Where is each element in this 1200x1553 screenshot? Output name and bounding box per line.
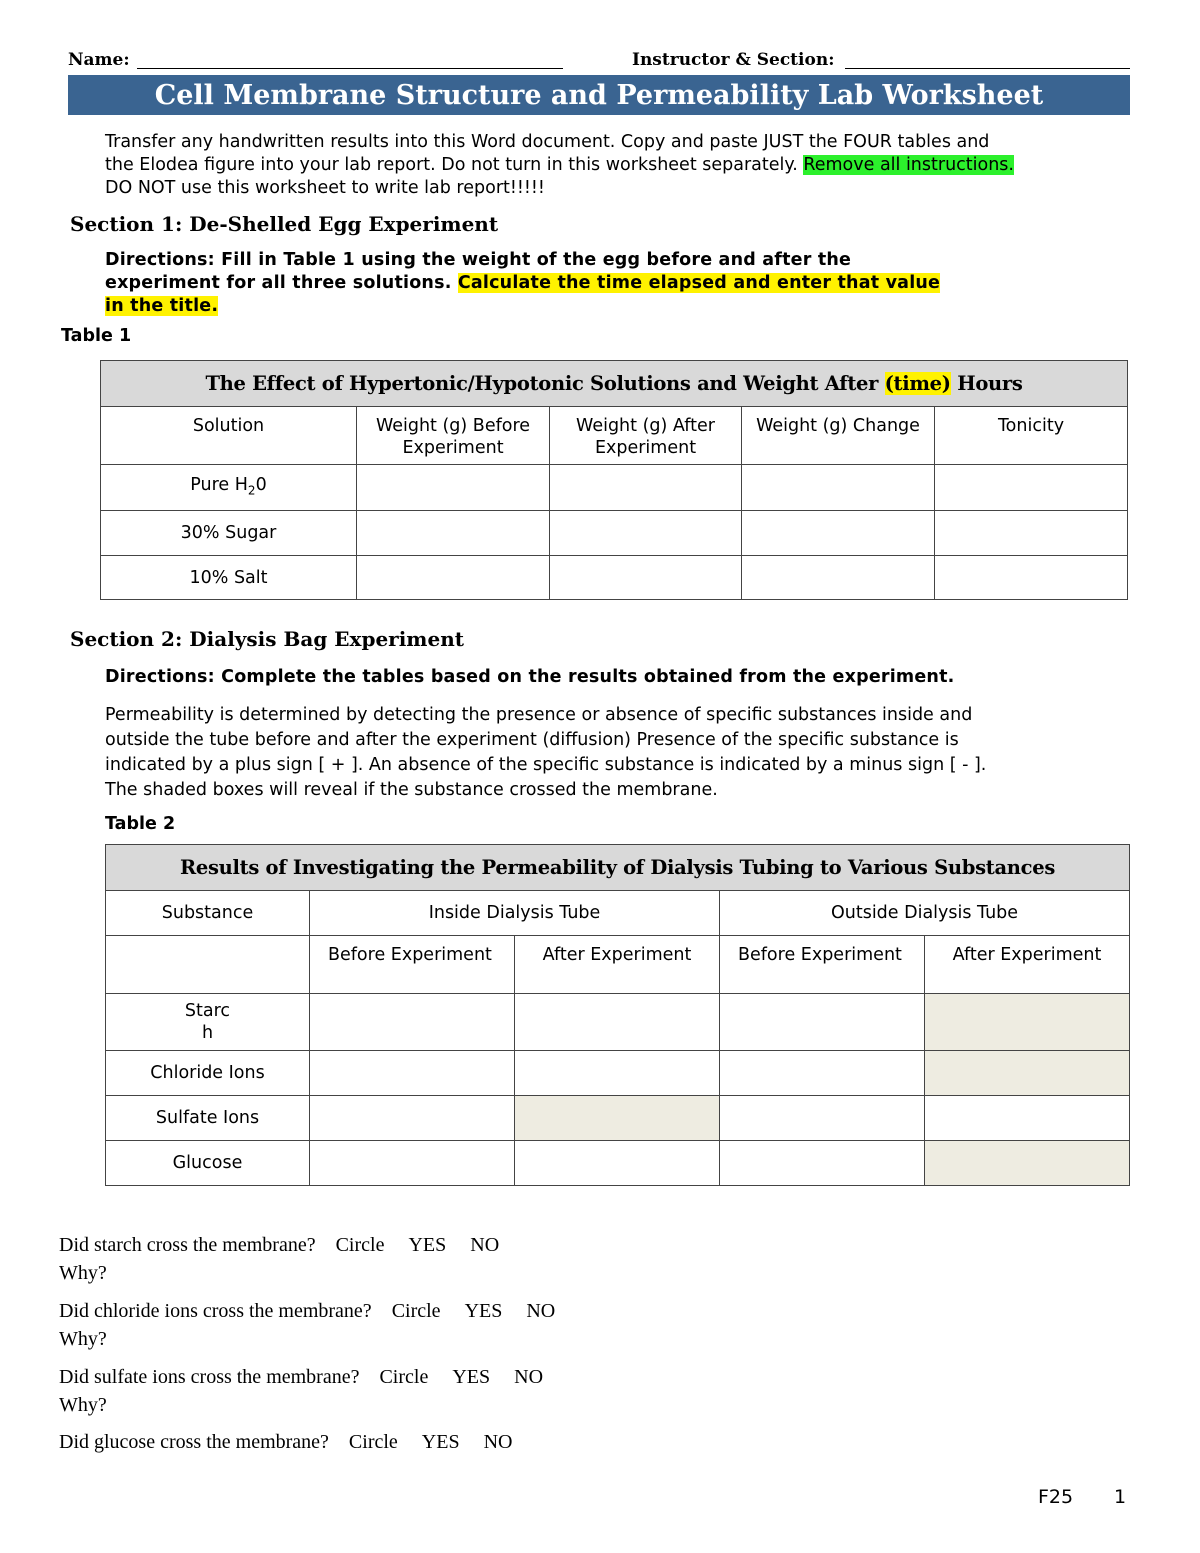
section2-body	[105, 703, 986, 803]
yes-option[interactable]: YES	[421, 1431, 460, 1453]
input-cell[interactable]	[742, 465, 935, 511]
input-cell[interactable]	[515, 994, 720, 1051]
footer-code: F25	[1038, 1486, 1074, 1508]
page-title: Cell Membrane Structure and Permeability Lab Worksheet	[68, 75, 1130, 115]
question-chloride	[59, 1300, 555, 1323]
question-sulfate	[59, 1366, 543, 1389]
input-cell[interactable]	[310, 994, 515, 1051]
section1-directions	[105, 249, 940, 318]
highlight-calc-time: Calculate the time elapsed and enter that value	[457, 273, 941, 293]
shaded-cell[interactable]	[925, 1051, 1130, 1096]
table1-header-weight-after: Weight (g) After Experiment	[550, 407, 742, 465]
input-cell[interactable]	[310, 1096, 515, 1141]
shaded-cell[interactable]	[925, 994, 1130, 1051]
yes-option[interactable]: YES	[408, 1234, 447, 1256]
table-row	[106, 1051, 1130, 1096]
caption-text-end: Hours	[950, 371, 1023, 395]
section2-heading: Section 2: Dialysis Bag Experiment	[70, 627, 464, 651]
caption-text: The Effect of Hypertonic/Hypotonic Solutions and Weight After	[205, 371, 885, 395]
input-cell[interactable]	[742, 511, 935, 556]
table1-caption	[101, 361, 1128, 407]
question-starch	[59, 1234, 499, 1257]
input-cell[interactable]	[310, 1141, 515, 1186]
intro-text: the Elodea figure into your lab report. Do not turn in this worksheet separately.	[105, 155, 804, 175]
yes-option[interactable]: YES	[464, 1300, 503, 1322]
body-line-2: outside the tube before and after the experiment (diffusion) Presence of the specific substance is	[105, 730, 959, 750]
intro-line-3: DO NOT use this worksheet to write lab report!!!!!	[105, 178, 545, 198]
body-line-3: indicated by a plus sign [ + ]. An absence of the specific substance is indicated by a minus sign [ - ].	[105, 755, 987, 775]
inside-before-header: Before Experiment	[310, 936, 515, 994]
why-label: Why?	[59, 1328, 107, 1350]
input-cell[interactable]	[550, 465, 742, 511]
solution-cell: 30% Sugar	[101, 511, 357, 556]
substance-cell	[106, 994, 310, 1051]
question-text: Did glucose cross the membrane?	[59, 1431, 329, 1453]
table-row	[106, 1096, 1130, 1141]
input-cell[interactable]	[550, 511, 742, 556]
input-cell[interactable]	[515, 1141, 720, 1186]
yes-option[interactable]: YES	[452, 1366, 491, 1388]
table-1	[100, 360, 1128, 600]
table-row	[101, 556, 1128, 600]
question-glucose	[59, 1431, 512, 1454]
directions-line-3	[105, 295, 940, 318]
directions-line-2	[105, 272, 940, 295]
solution-cell: 10% Salt	[101, 556, 357, 600]
empty-cell	[106, 936, 310, 994]
input-cell[interactable]	[720, 994, 925, 1051]
no-option[interactable]: NO	[526, 1300, 556, 1322]
circle-label: Circle	[379, 1366, 429, 1388]
input-cell[interactable]	[935, 556, 1128, 600]
table2-header-substance: Substance	[106, 891, 310, 936]
name-label: Name:	[68, 50, 130, 70]
no-option[interactable]: NO	[470, 1234, 500, 1256]
page-number: 1	[1114, 1486, 1127, 1508]
table-row	[106, 1141, 1130, 1186]
question-text: Did starch cross the membrane?	[59, 1234, 316, 1256]
input-cell[interactable]	[550, 556, 742, 600]
solution-cell	[101, 465, 357, 511]
shaded-cell[interactable]	[515, 1096, 720, 1141]
inside-after-header: After Experiment	[515, 936, 720, 994]
input-cell[interactable]	[357, 511, 550, 556]
table1-header-weight-change: Weight (g) Change	[742, 407, 935, 465]
substance-cell: Chloride Ions	[106, 1051, 310, 1096]
section2-directions: Directions: Complete the tables based on the results obtained from the experiment.	[105, 667, 955, 687]
input-cell[interactable]	[310, 1051, 515, 1096]
body-line-1: Permeability is determined by detecting the presence or absence of specific substances inside and	[105, 705, 973, 725]
shaded-cell[interactable]	[925, 1141, 1130, 1186]
highlight-in-title: in the title.	[105, 296, 219, 316]
input-cell[interactable]	[935, 465, 1128, 511]
table2-caption: Results of Investigating the Permeability of Dialysis Tubing to Various Substances	[106, 845, 1130, 891]
directions-text: experiment for all three solutions.	[105, 273, 458, 293]
table-2	[105, 844, 1130, 1186]
subscript: 2	[247, 483, 256, 498]
substance-cell: Glucose	[106, 1141, 310, 1186]
table2-header-inside: Inside Dialysis Tube	[310, 891, 720, 936]
circle-label: Circle	[391, 1300, 441, 1322]
intro-line-1: Transfer any handwritten results into this Word document. Copy and paste JUST the FOUR tables and	[105, 132, 990, 152]
table2-header-outside: Outside Dialysis Tube	[720, 891, 1130, 936]
why-label: Why?	[59, 1394, 107, 1416]
instructor-label: Instructor & Section:	[632, 50, 835, 70]
table1-label: Table 1	[61, 326, 132, 346]
table1-header-weight-before: Weight (g) Before Experiment	[357, 407, 550, 465]
input-cell[interactable]	[742, 556, 935, 600]
outside-after-header: After Experiment	[925, 936, 1130, 994]
body-line-4: The shaded boxes will reveal if the substance crossed the membrane.	[105, 780, 718, 800]
table-row	[101, 465, 1128, 511]
table-row	[101, 511, 1128, 556]
table2-label: Table 2	[105, 814, 176, 834]
circle-label: Circle	[335, 1234, 385, 1256]
substance-text: Starc h	[184, 1001, 231, 1043]
table1-header-tonicity: Tonicity	[935, 407, 1128, 465]
why-label: Why?	[59, 1262, 107, 1284]
input-cell[interactable]	[515, 1051, 720, 1096]
outside-before-header: Before Experiment	[720, 936, 925, 994]
input-cell[interactable]	[720, 1096, 925, 1141]
intro-line-2	[105, 154, 1014, 177]
directions-line-1: Directions: Fill in Table 1 using the weight of the egg before and after the	[105, 250, 852, 270]
input-cell[interactable]	[925, 1096, 1130, 1141]
section1-heading: Section 1: De-Shelled Egg Experiment	[70, 212, 499, 236]
input-cell[interactable]	[720, 1051, 925, 1096]
solution-text-end: 0	[255, 474, 267, 495]
question-text: Did chloride ions cross the membrane?	[59, 1300, 372, 1322]
no-option[interactable]: NO	[514, 1366, 544, 1388]
intro-paragraph	[105, 131, 1014, 200]
circle-label: Circle	[348, 1431, 398, 1453]
input-cell[interactable]	[357, 465, 550, 511]
instructor-field[interactable]	[845, 68, 1130, 69]
table-row	[106, 994, 1130, 1051]
input-cell[interactable]	[935, 511, 1128, 556]
solution-text: Pure H	[190, 474, 248, 495]
question-text: Did sulfate ions cross the membrane?	[59, 1366, 360, 1388]
no-option[interactable]: NO	[483, 1431, 513, 1453]
input-cell[interactable]	[720, 1141, 925, 1186]
table1-header-solution: Solution	[101, 407, 357, 465]
substance-cell: Sulfate Ions	[106, 1096, 310, 1141]
input-cell[interactable]	[357, 556, 550, 600]
name-field[interactable]	[137, 68, 563, 69]
highlight-remove-instructions: Remove all instructions.	[803, 155, 1014, 175]
caption-time-placeholder[interactable]: (time)	[884, 371, 951, 395]
